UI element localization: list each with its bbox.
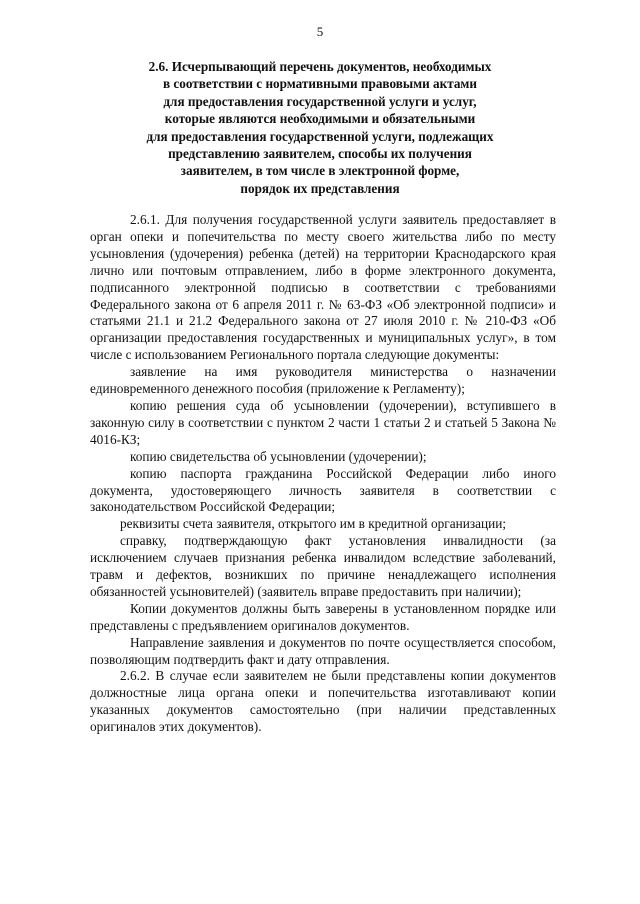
heading-line: порядок их представления (240, 180, 400, 196)
paragraph-2-6-1: 2.6.1. Для получения государственной услуги заявитель предоставляет в орган опеки и попечительства по месту своего жительства либо по месту усыновления (удочерения) ребенка (детей) на территории Краснодарского края лично или почтовым отправлением, либо в форме электронного документа, подписанного электронной подписью в соответствии с требованиями Федерального закона от 6 апреля 2011 г. № 63-ФЗ «Об электронной подписи» и статьями 21.1 и 21.2 Федерального закона от 27 июля 2010 г. № 210-ФЗ «Об организации предоставления государственных и муниципальных услуг», в том числе с использованием Регионального портала следующие документы: (90, 212, 556, 363)
paragraph-postal-delivery: Направление заявления и документов по почте осуществляется способом, позволяющим подтвердить факт и дату отправления. (90, 634, 556, 667)
heading-line: которые являются необходимыми и обязательными (164, 111, 476, 127)
list-item-adoption-certificate: копию свидетельства об усыновлении (удочерении); (130, 448, 427, 464)
heading-line: представлению заявителем, способы их получения (168, 146, 472, 162)
heading-line: в соответствии с нормативными правовыми актами (162, 76, 478, 92)
list-item-application: заявление на имя руководителя министерства о назначении единовременного денежного пособия (приложение к Регламенту); (90, 364, 556, 397)
heading-line: для предоставления государственной услуги и услуг, (163, 93, 477, 109)
heading-line: 2.6. Исчерпывающий перечень документов, необходимых (148, 59, 492, 74)
list-item-bank-details: реквизиты счета заявителя, открытого им в кредитной организации; (120, 516, 507, 532)
body-text (90, 212, 556, 736)
heading-line: заявителем, в том числе в электронной форме, (180, 163, 460, 179)
list-item-disability-certificate: справку, подтверждающую факт установления инвалидности (за исключением случаев признания ребенка инвалидом вследствие заболеваний, травм и дефектов, возникших по причине ненадлежащего исполнения обязанностей усыновителей) (заявитель вправе предоставить при наличии); (90, 533, 556, 599)
paragraph-2-6-2: 2.6.2. В случае если заявителем не были представлены копии документов должностные лица органа опеки и попечительства изготавливают копии указанных документов самостоятельно (при наличии представленных оригиналов этих документов). (90, 668, 556, 735)
list-item-passport: копию паспорта гражданина Российской Федерации либо иного документа, удостоверяющего личность заявителя в соответствии с законодательством Российской Федерации; (90, 465, 556, 515)
heading-line: для предоставления государственной услуги, подлежащих (146, 128, 494, 144)
page-number: 5 (316, 24, 324, 39)
paragraph-copies-certification: Копии документов должны быть заверены в установленном порядке или представлены с предъявлением оригиналов документов. (90, 600, 556, 633)
list-item-court-decision: копию решения суда об усыновлении (удочерении), вступившего в законную силу в соответствии с пунктом 2 части 1 статьи 2 и статьей 5 Закона № 4016-КЗ; (90, 397, 556, 447)
section-heading (110, 58, 530, 197)
